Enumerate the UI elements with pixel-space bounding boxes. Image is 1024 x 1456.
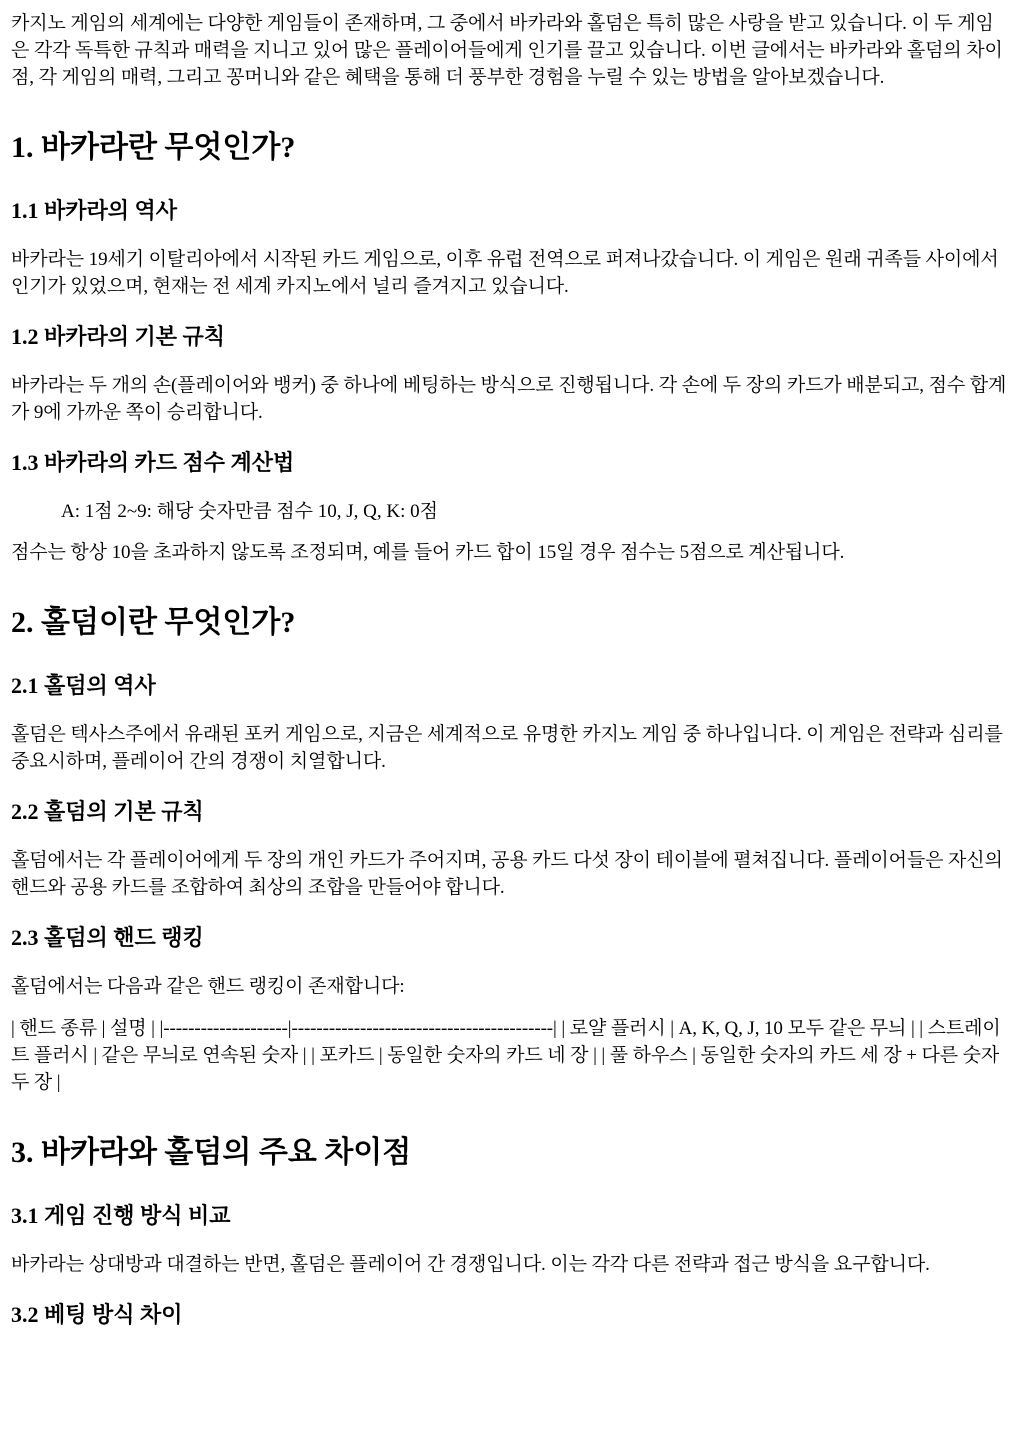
- score-item: A: 1점: [61, 501, 113, 522]
- score-item: 2~9: 해당 숫자만큼 점수: [117, 501, 313, 522]
- section-1-3-heading: 1.3 바카라의 카드 점수 계산법: [11, 450, 295, 475]
- section-2-3-heading: 2.3 홀덤의 핸드 랭킹: [11, 925, 204, 950]
- section-1-1-heading: 1.1 바카라의 역사: [11, 198, 178, 223]
- section-3-1-heading: 3.1 게임 진행 방식 비교: [11, 1203, 231, 1228]
- section-1-3-paragraph: 점수는 항상 10을 초과하지 않도록 조정되며, 예를 들어 카드 합이 15일 경우 점수는 5점으로 계산됩니다.: [11, 542, 845, 563]
- section-2-2-heading: 2.2 홀덤의 기본 규칙: [11, 799, 204, 824]
- section-1-2-heading: 1.2 바카라의 기본 규칙: [11, 324, 226, 349]
- section-2-1-heading: 2.1 홀덤의 역사: [11, 673, 156, 698]
- section-3-heading: 3. 바카라와 홀덤의 주요 차이점: [11, 1136, 412, 1169]
- card-score-list: [11, 498, 1012, 525]
- section-3-1-paragraph: 바카라는 상대방과 대결하는 반면, 홀덤은 플레이어 간 경쟁입니다. 이는 각각 다른 전략과 접근 방식을 요구합니다.: [11, 1254, 930, 1275]
- section-1-2-paragraph: 바카라는 두 개의 손(플레이어와 뱅커) 중 하나에 베팅하는 방식으로 진행됩니다. 각 손에 두 장의 카드가 배분되고, 점수 합계가 9에 가까운 쪽이 승리합니다.: [11, 375, 1007, 423]
- section-1-1-paragraph: 바카라는 19세기 이탈리아에서 시작된 카드 게임으로, 이후 유럽 전역으로 퍼져나갔습니다. 이 게임은 원래 귀족들 사이에서 인기가 있었으며, 현재는 전 세계 카지노에서 널리 즐겨지고 있습니다.: [11, 249, 999, 297]
- section-3-2-heading: 3.2 베팅 방식 차이: [11, 1302, 183, 1327]
- section-2-2-paragraph: 홀덤에서는 각 플레이어에게 두 장의 개인 카드가 주어지며, 공용 카드 다섯 장이 테이블에 펼쳐집니다. 플레이어들은 자신의 핸드와 공용 카드를 조합하여 최상의 조합을 만들어야 합니다.: [11, 850, 1003, 898]
- document: [0, 10, 1024, 1330]
- card-score-line: [61, 498, 1012, 525]
- section-1-heading: 1. 바카라란 무엇인가?: [11, 131, 296, 164]
- intro-paragraph: 카지노 게임의 세계에는 다양한 게임들이 존재하며, 그 중에서 바카라와 홀덤은 특히 많은 사랑을 받고 있습니다. 이 두 게임은 각각 독특한 규칙과 매력을 지니고 있어 많은 플레이어들에게 인기를 끌고 있습니다. 이번 글에서는 바카라와 홀덤의 차이점, 각 게임의 매력, 그리고 꽁머니와 같은 혜택을 통해 더 풍부한 경험을 누릴 수 있는 방법을 알아보겠습니다.: [11, 13, 1003, 88]
- score-item: 10, J, Q, K: 0점: [317, 501, 438, 522]
- section-2-heading: 2. 홀덤이란 무엇인가?: [11, 606, 296, 639]
- section-2-1-paragraph: 홀덤은 텍사스주에서 유래된 포커 게임으로, 지금은 세계적으로 유명한 카지노 게임 중 하나입니다. 이 게임은 전략과 심리를 중요시하며, 플레이어 간의 경쟁이 치열합니다.: [11, 724, 1003, 772]
- section-2-3-paragraph: 홀덤에서는 다음과 같은 핸드 랭킹이 존재합니다:: [11, 976, 405, 997]
- hand-ranking-raw-table: | 핸드 종류 | 설명 | |--------------------|------------------------------------------| | 로얄 플러시 | A, K, Q, J, 10 모두 같은 무늬 | | 스트레이트 플러시 | 같은 무늬로 연속된 숫자 | | 포카드 | 동일한 숫자의 카드 네 장 | | 풀 하우스 | 동일한 숫자의 카드 세 장 + 다른 숫자 두 장 |: [11, 1018, 1001, 1093]
